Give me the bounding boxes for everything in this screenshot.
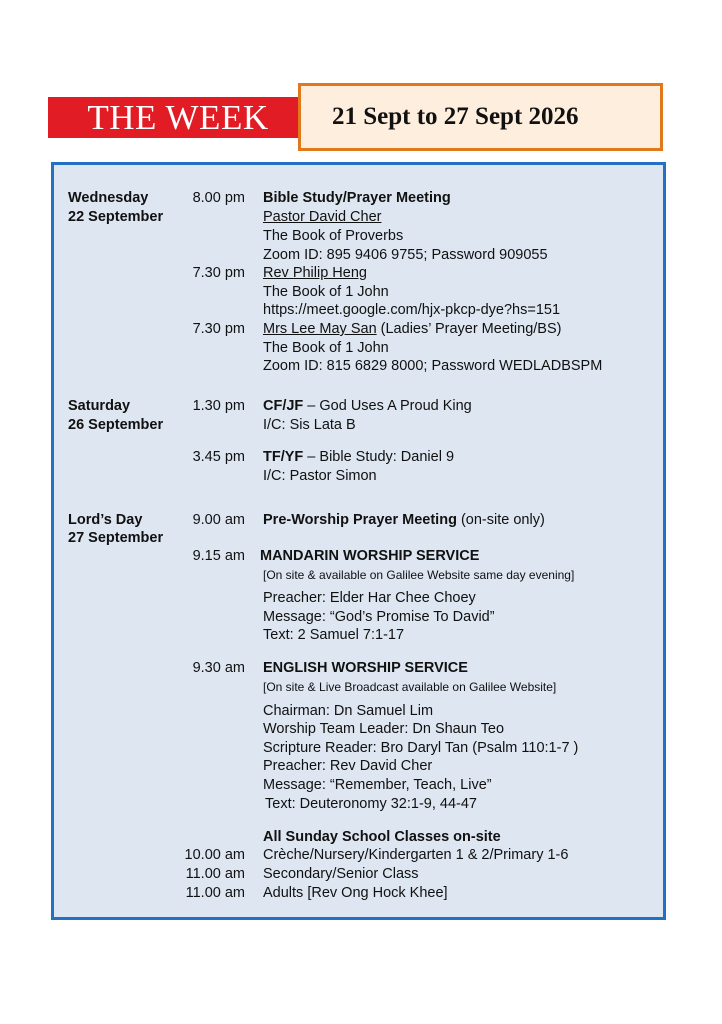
sunday-school-c1-time: 10.00 am — [184, 847, 245, 863]
wed-e1-zoom: Zoom ID: 895 9406 9755; Password 909055 — [263, 247, 548, 263]
sunday-school-c2-time: 11.00 am — [185, 866, 245, 882]
english-message: Message: “Remember, Teach, Live” — [263, 777, 492, 793]
wed-e1-title: Bible Study/Prayer Meeting — [263, 190, 451, 206]
english-preacher: Preacher: Rev David Cher — [263, 758, 433, 774]
prayer-time: 9.00 am — [192, 512, 245, 528]
sunday-school-c3: Adults [Rev Ong Hock Khee] — [263, 885, 448, 901]
prayer-line — [263, 511, 545, 529]
english-scripture: Scripture Reader: Bro Daryl Tan (Psalm 110:1-7 ) — [263, 740, 579, 756]
sat-e2-line — [263, 448, 454, 466]
the-week-logo — [48, 97, 308, 138]
wed-e2-leader: Rev Philip Heng — [263, 265, 367, 281]
wed-e1-leader: Pastor David Cher — [263, 209, 382, 225]
logo-text: THE WEEK — [87, 98, 269, 137]
wed-e3-book: The Book of 1 John — [263, 340, 389, 356]
english-text: Text: Deuteronomy 32:1-9, 44-47 — [265, 796, 477, 812]
sat-e2-ic: I/C: Pastor Simon — [263, 468, 377, 484]
wednesday-date-label: 22 September — [68, 209, 164, 225]
english-sub: [On site & Live Broadcast available on Galilee Website] — [263, 680, 557, 694]
sunday-school-c2: Secondary/Senior Class — [263, 866, 419, 882]
wed-e3-zoom: Zoom ID: 815 6829 8000; Password WEDLADBSPM — [263, 358, 603, 374]
mandarin-message: Message: “God’s Promise To David” — [263, 609, 495, 625]
wed-e2-book: The Book of 1 John — [263, 284, 389, 300]
mandarin-title: MANDARIN WORSHIP SERVICE — [260, 548, 480, 564]
sat-e1-line — [263, 397, 472, 415]
wed-e3-time: 7.30 pm — [192, 321, 245, 337]
sat-e2-topic: – Bible Study: Daniel 9 — [303, 449, 455, 465]
prayer-title: Pre-Worship Prayer Meeting — [263, 512, 457, 528]
sat-e2-time: 3.45 pm — [192, 449, 245, 465]
mandarin-preacher: Preacher: Elder Har Chee Choey — [263, 590, 476, 606]
wed-e3-leader: Mrs Lee May San — [263, 321, 377, 337]
sat-e2-group: TF/YF — [263, 449, 304, 465]
english-worship-leader: Worship Team Leader: Dn Shaun Teo — [263, 721, 505, 737]
english-time: 9.30 am — [192, 660, 245, 676]
english-title: ENGLISH WORSHIP SERVICE — [263, 660, 468, 676]
wed-e3-leader-note: (Ladies’ Prayer Meeting/BS) — [376, 321, 562, 337]
sat-e1-group: CF/JF — [263, 398, 304, 414]
sunday-school-title: All Sunday School Classes on-site — [263, 829, 501, 845]
lordsday-date-label: 27 September — [68, 530, 164, 546]
mandarin-text: Text: 2 Samuel 7:1-17 — [263, 627, 405, 643]
date-range: 21 Sept to 27 Sept 2026 — [332, 103, 579, 130]
wed-e1-book: The Book of Proverbs — [263, 228, 404, 244]
wed-e2-link[interactable]: https://meet.google.com/hjx-pkcp-dye?hs=151 — [263, 302, 561, 318]
saturday-day-label: Saturday — [68, 398, 131, 414]
sat-e1-topic: – God Uses A Proud King — [303, 398, 472, 414]
wed-e1-time: 8.00 pm — [192, 190, 245, 206]
mandarin-sub: [On site & available on Galilee Website same day evening] — [263, 568, 575, 582]
lordsday-day-label: Lord’s Day — [68, 512, 143, 528]
wednesday-day-label: Wednesday — [68, 190, 149, 206]
sunday-school-c3-time: 11.00 am — [185, 885, 245, 901]
wed-e3-leader-line — [263, 320, 561, 338]
sat-e1-time: 1.30 pm — [192, 398, 245, 414]
sat-e1-ic: I/C: Sis Lata B — [263, 417, 356, 433]
sunday-school-c1: Crèche/Nursery/Kindergarten 1 & 2/Primary 1-6 — [263, 847, 569, 863]
prayer-note: (on-site only) — [456, 512, 545, 528]
saturday-date-label: 26 September — [68, 417, 164, 433]
english-chairman: Chairman: Dn Samuel Lim — [263, 703, 434, 719]
mandarin-time: 9.15 am — [192, 548, 245, 564]
wed-e2-time: 7.30 pm — [192, 265, 245, 281]
date-range-box — [298, 83, 663, 151]
